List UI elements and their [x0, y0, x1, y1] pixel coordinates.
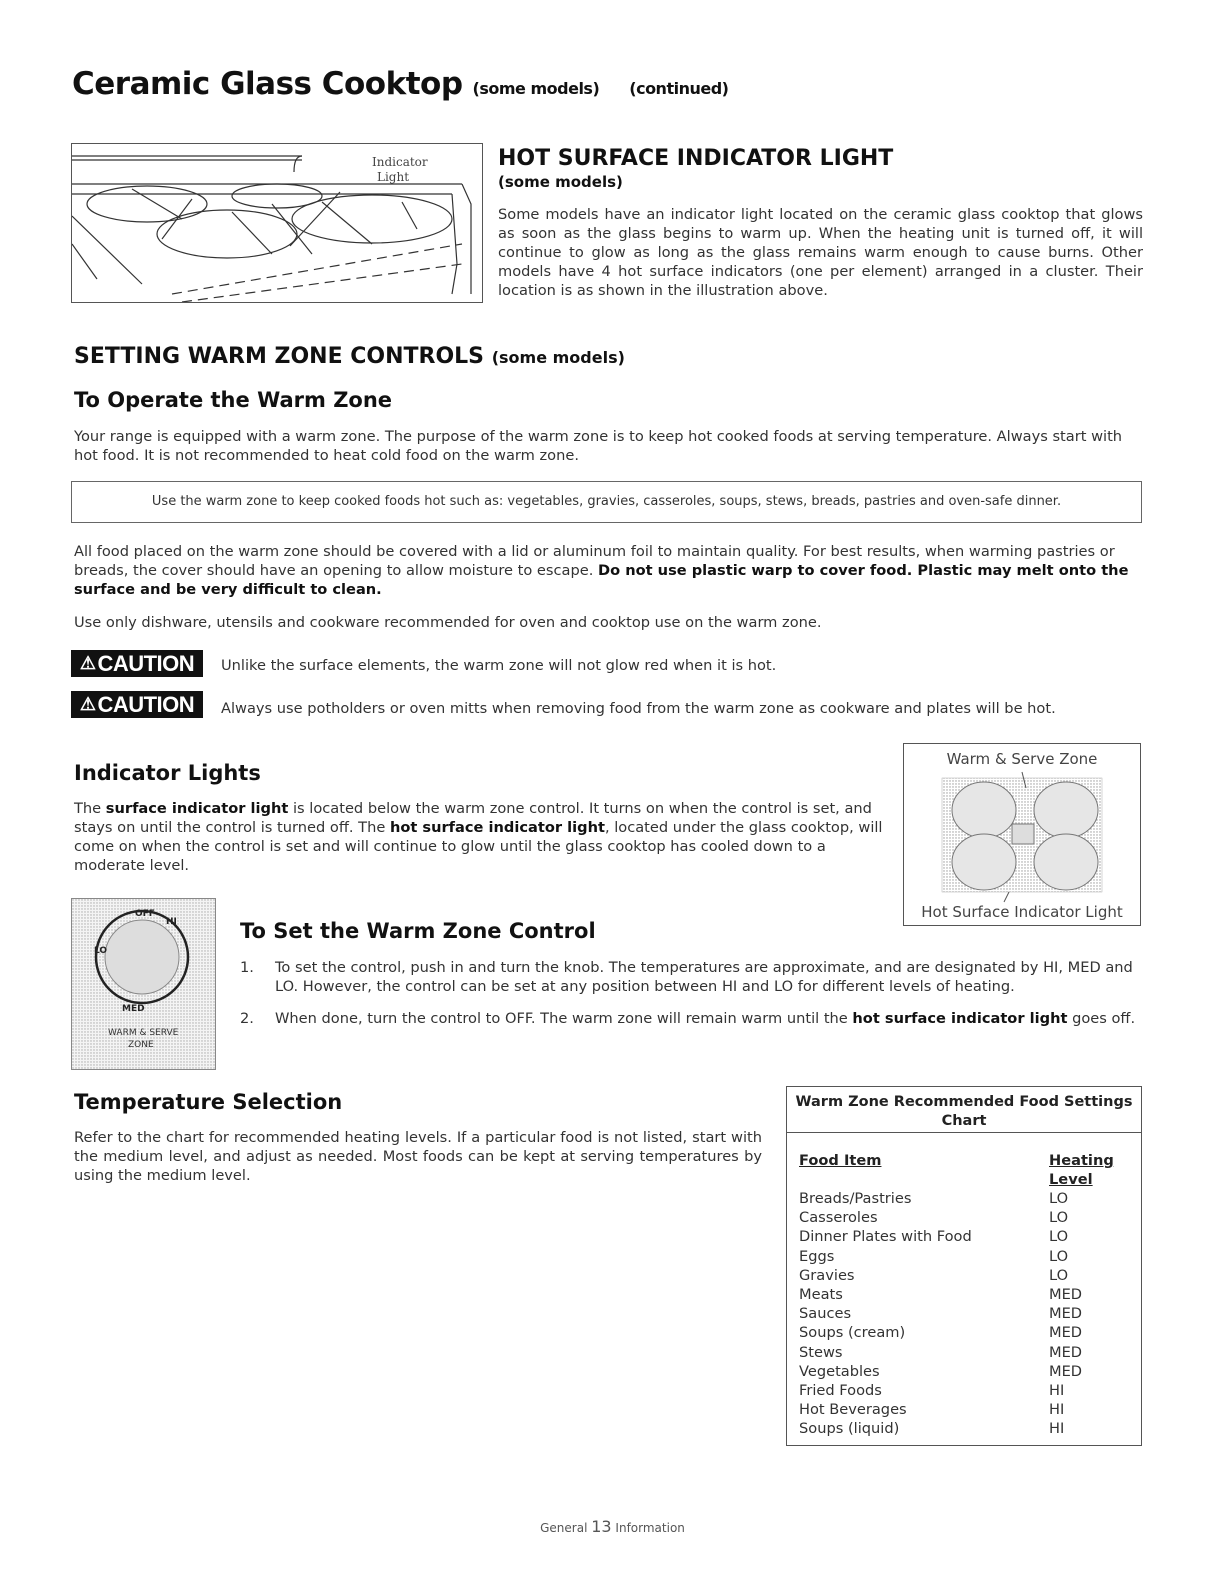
set-control-heading: To Set the Warm Zone Control: [240, 919, 596, 943]
footer-left: General: [540, 1521, 588, 1535]
food-item-cell: Breads/Pastries: [799, 1190, 912, 1207]
caution-text-1: Unlike the surface elements, the warm zone will not glow red when it is hot.: [221, 657, 777, 674]
column-header-level-1: Heating: [1049, 1152, 1114, 1169]
food-item-cell: Fried Foods: [799, 1382, 882, 1399]
indicator-bold-1: surface indicator light: [105, 800, 289, 817]
knob-off-label: OFF: [135, 909, 155, 919]
table-title: [787, 1087, 1141, 1133]
cooktop-illustration: [71, 143, 483, 303]
indicator-bold-2: hot surface indicator light: [389, 819, 605, 836]
table-row: [799, 1305, 1129, 1324]
page-footer: [0, 1517, 1225, 1536]
warning-icon: ⚠: [79, 694, 96, 714]
food-item-cell: Stews: [799, 1343, 843, 1361]
food-item-cell: Dinner Plates with Food: [799, 1228, 972, 1246]
title-text: Ceramic Glass Cooktop: [72, 66, 463, 102]
heating-level-cell: LO: [1049, 1247, 1069, 1265]
table-row: [799, 1420, 1129, 1439]
food-item-cell: Gravies: [799, 1266, 855, 1284]
operate-heading: To Operate the Warm Zone: [74, 388, 393, 412]
step-2-number: 2.: [240, 1010, 254, 1027]
food-item-cell: Soups (liquid): [799, 1420, 900, 1438]
page-title: [72, 66, 728, 102]
table-title-line2: Chart: [941, 1113, 987, 1129]
setting-heading-text: SETTING WARM ZONE CONTROLS: [74, 344, 485, 369]
indicator-lights-paragraph: [74, 799, 886, 875]
page-number: 13: [591, 1517, 612, 1536]
caution-badge-1: [71, 650, 203, 677]
food-item-cell: Meats: [799, 1286, 843, 1303]
warm-zone-knob-figure: [71, 898, 216, 1070]
setting-heading: [74, 344, 625, 369]
temperature-heading: Temperature Selection: [74, 1090, 343, 1114]
heating-level-cell: LO: [1049, 1190, 1069, 1207]
table-row: [799, 1382, 1129, 1401]
knob-med-label: MED: [122, 1004, 145, 1014]
heating-level-cell: MED: [1049, 1305, 1083, 1323]
warning-icon: ⚠: [79, 653, 96, 673]
heating-level-cell: MED: [1049, 1343, 1083, 1361]
step-2-bold: hot surface indicator light: [852, 1010, 1068, 1027]
food-cover-warning: Do not use plastic warp to cover food. Plastic may melt onto the surface and be very difficult to clean.: [74, 562, 1129, 598]
table-row: [799, 1228, 1129, 1247]
step-2-text-a: When done, turn the control to OFF. The warm zone will remain warm until the: [275, 1010, 853, 1027]
table-row: [799, 1267, 1129, 1286]
warm-serve-zone-title: Warm & Serve Zone: [946, 750, 1098, 768]
knob-zone-label-1: WARM & SERVE: [108, 1028, 179, 1038]
temperature-paragraph: Refer to the chart for recommended heating levels. If a particular food is not listed, start with the medium level, and adjust as needed. Most foods can be kept at serving temperatures by using the medium level.: [74, 1129, 762, 1184]
hot-surface-paragraph: Some models have an indicator light located on the ceramic glass cooktop that glows as soon as the glass begins to warm up. When the heating unit is turned off, it will continue to glow as long as the glass remains warm enough to cause burns. Other models have 4 hot surface indicators (one per element) arranged in a cluster. Their location is as shown in the illustration above.: [498, 206, 1143, 299]
table-row: [799, 1190, 1129, 1209]
knob-lo-label: LO: [94, 946, 108, 956]
hot-surface-heading: HOT SURFACE INDICATOR LIGHT: [498, 146, 894, 171]
warm-zone-note: Use the warm zone to keep cooked foods hot such as: vegetables, gravies, casseroles, soups, stews, breads, pastries and oven-safe dinner.: [71, 481, 1142, 523]
warm-serve-zone-figure: [903, 743, 1141, 926]
column-header-food: Food Item: [799, 1152, 882, 1169]
cooktop-drawing: [72, 144, 482, 302]
food-item-cell: Casseroles: [799, 1209, 878, 1227]
step-1-text: To set the control, push in and turn the knob. The temperatures are approximate, and are designated by HI, MED and LO. However, the control can be set at any position between HI and LO for different levels of heating.: [275, 959, 1133, 995]
knob-hi-label: HI: [166, 917, 177, 927]
knob-drawing: [72, 899, 215, 1069]
food-item-cell: Sauces: [799, 1305, 852, 1323]
caution-label-1: CAUTION: [97, 651, 195, 676]
heating-level-cell: LO: [1049, 1209, 1069, 1227]
step-2-text: [275, 1009, 1141, 1028]
indicator-label-line1: Indicator: [372, 155, 428, 169]
food-cover-text: All food placed on the warm zone should be covered with a lid or aluminum foil to maintain quality. For best results, when warming pastries or breads, the cover should have an opening to allow moisture to escape.: [74, 543, 1115, 579]
food-item-cell: Soups (cream): [799, 1324, 906, 1342]
setting-heading-sub: (some models): [491, 348, 625, 367]
table-row: [799, 1286, 1129, 1305]
table-row: [799, 1248, 1129, 1267]
title-some-models: (some models): [472, 79, 600, 98]
heating-level-cell: MED: [1049, 1324, 1083, 1342]
footer-right: Information: [615, 1521, 685, 1535]
column-header-level-2: Level: [1049, 1171, 1093, 1188]
dishware-paragraph: Use only dishware, utensils and cookware recommended for oven and cooktop use on the warm zone.: [74, 614, 822, 631]
table-row: [799, 1324, 1129, 1343]
table-row: [799, 1209, 1129, 1228]
caution-text-2: Always use potholders or oven mitts when removing food from the warm zone as cookware and plates will be hot.: [221, 700, 1056, 717]
hot-surface-indicator-caption: Hot Surface Indicator Light: [921, 903, 1123, 921]
table-row: [799, 1363, 1129, 1382]
title-continued: (continued): [629, 79, 729, 98]
indicator-text-2: is located below the warm zone control. It turns on when the control is set, and stays on until the control is turned off. The: [74, 800, 872, 836]
operate-paragraph: Your range is equipped with a warm zone. The purpose of the warm zone is to keep hot cooked foods at serving temperature. Always start with hot food. It is not recommended to heat cold food on the warm zone.: [74, 428, 1123, 464]
table-title-line1: Warm Zone Recommended Food Settings: [795, 1094, 1133, 1110]
step-2-text-c: goes off.: [1067, 1010, 1136, 1027]
food-settings-table: [786, 1086, 1142, 1446]
food-item-cell: Hot Beverages: [799, 1401, 907, 1419]
indicator-label-line2: Light: [377, 170, 410, 184]
heating-level-cell: MED: [1049, 1286, 1083, 1303]
caution-label-2: CAUTION: [97, 692, 195, 717]
heating-level-cell: MED: [1049, 1362, 1083, 1380]
step-1-number: 1.: [240, 959, 254, 976]
heating-level-cell: HI: [1049, 1401, 1065, 1419]
hot-surface-subheading: (some models): [498, 173, 623, 191]
table-row: [799, 1401, 1129, 1420]
indicator-text-3: , located under the glass cooktop, will come on when the control is set and will continue to glow until the glass cooktop has cooled down to a moderate level.: [74, 819, 883, 874]
warm-serve-drawing: [904, 744, 1140, 925]
heating-level-cell: LO: [1049, 1266, 1069, 1284]
knob-zone-label-2: ZONE: [128, 1040, 154, 1050]
table-row: [799, 1344, 1129, 1363]
indicator-lights-heading: Indicator Lights: [74, 761, 261, 785]
food-item-cell: Eggs: [799, 1247, 835, 1265]
heating-level-cell: HI: [1049, 1420, 1065, 1438]
heating-level-cell: HI: [1049, 1382, 1065, 1399]
food-item-cell: Vegetables: [799, 1362, 880, 1380]
indicator-text-1: The: [74, 800, 106, 817]
heating-level-cell: LO: [1049, 1228, 1069, 1246]
food-cover-paragraph: [74, 542, 1144, 599]
caution-badge-2: [71, 691, 203, 718]
